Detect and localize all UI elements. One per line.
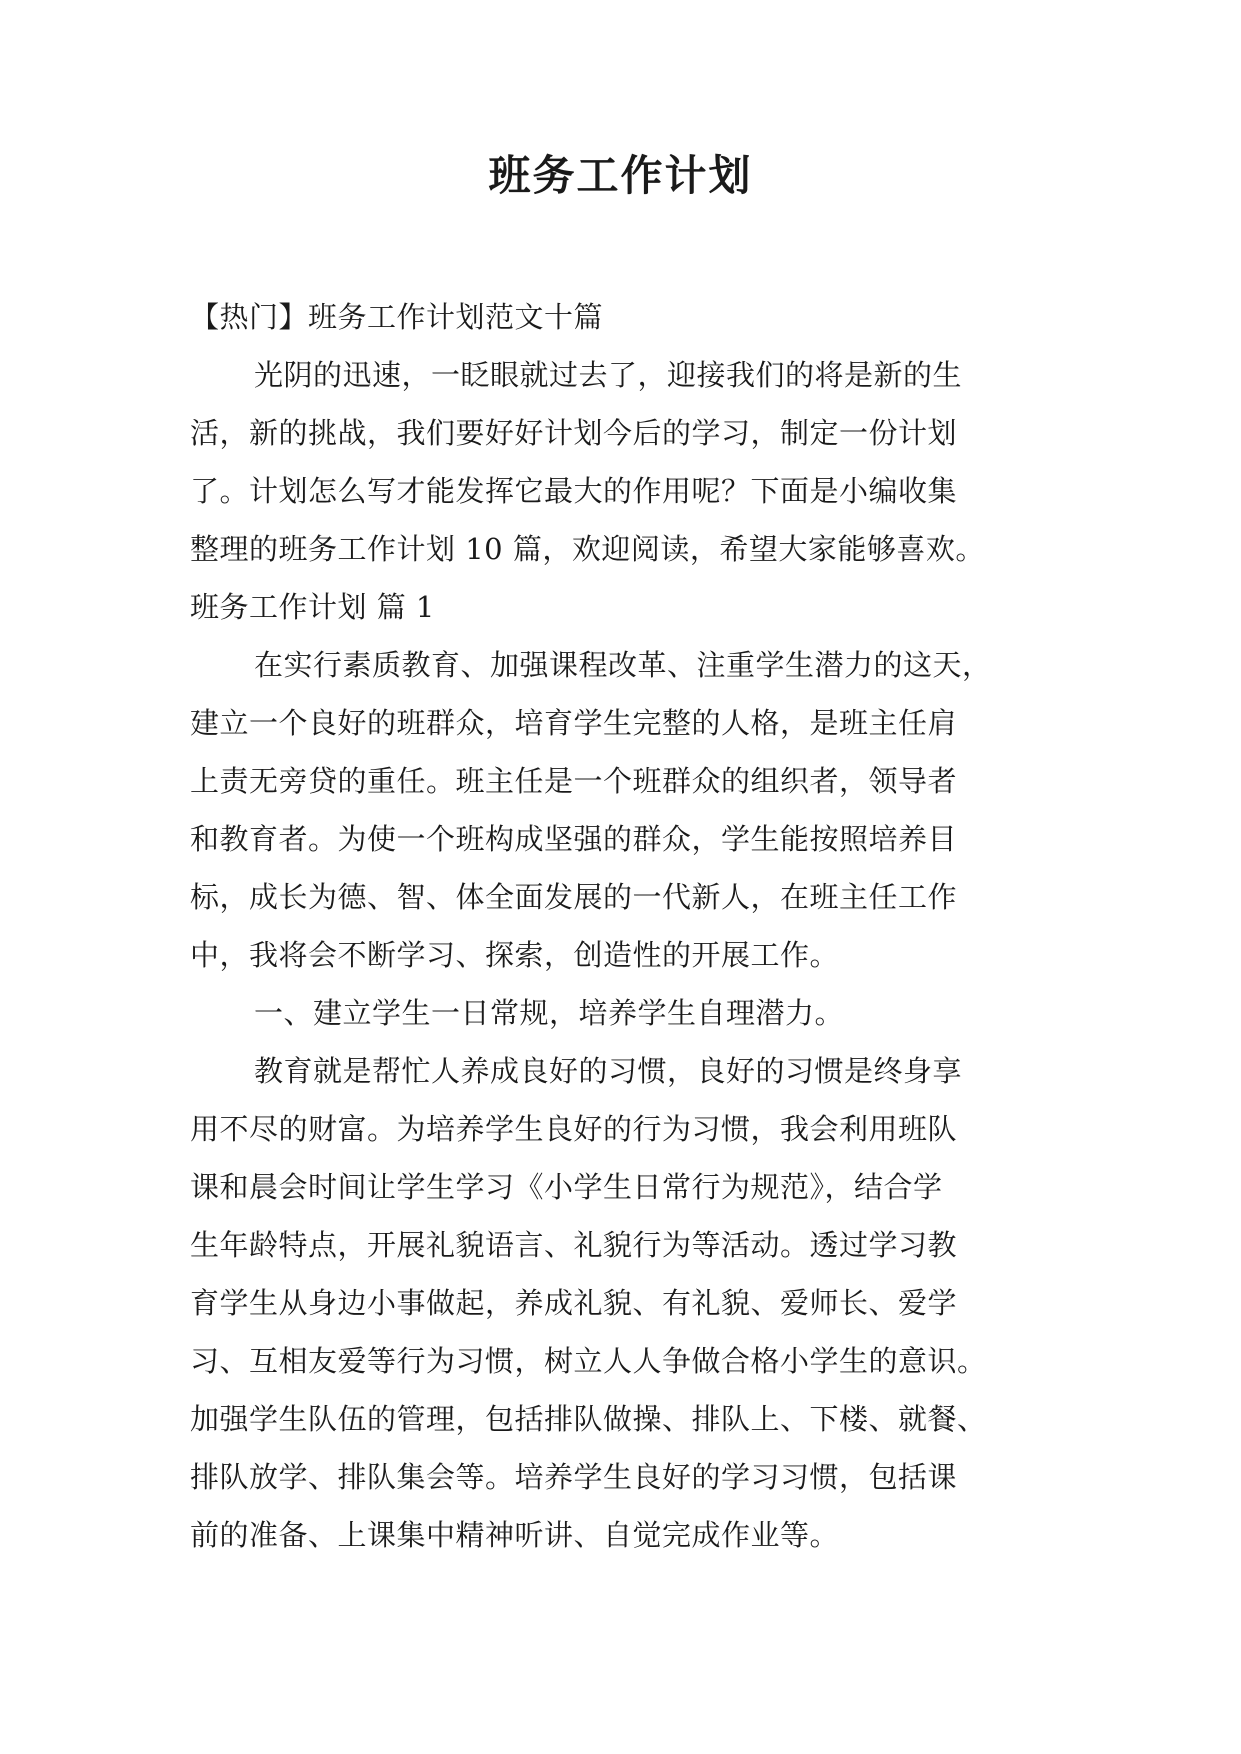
text-line: 加强学生队伍的管理，包括排队做操、排队上、下楼、就餐、 [190,1402,987,1436]
text-line: 用不尽的财富。为培养学生良好的行为习惯，我会利用班队 [190,1112,958,1146]
text-line: 【热门】班务工作计划范文十篇 [190,300,604,334]
text-line: 光阴的迅速，一眨眼就过去了，迎接我们的将是新的生 [254,358,963,392]
text-line: 前的准备、上课集中精神听讲、自觉完成作业等。 [190,1518,840,1552]
text-line: 活，新的挑战，我们要好好计划今后的学习，制定一份计划 [190,416,958,450]
text-line: 在实行素质教育、加强课程改革、注重学生潜力的这天， [254,648,992,682]
text-line: 教育就是帮忙人养成良好的习惯，良好的习惯是终身享 [254,1054,963,1088]
text-line: 整理的班务工作计划 10 篇，欢迎阅读，希望大家能够喜欢。 [190,532,985,566]
text-line: 课和晨会时间让学生学习《小学生日常行为规范》，结合学 [190,1170,943,1204]
text-line: 中，我将会不断学习、探索，创造性的开展工作。 [190,938,840,972]
text-line: 排队放学、排队集会等。培养学生良好的学习习惯，包括课 [190,1460,958,1494]
text-line: 上责无旁贷的重任。班主任是一个班群众的组织者，领导者 [190,764,958,798]
text-line: 一、建立学生一日常规，培养学生自理潜力。 [254,996,845,1030]
document-title: 班务工作计划 [488,151,753,200]
text-line: 和教育者。为使一个班构成坚强的群众，学生能按照培养目 [190,822,958,856]
text-line: 育学生从身边小事做起，养成礼貌、有礼貌、爱师长、爱学 [190,1286,958,1320]
text-line: 班务工作计划 篇 1 [190,590,435,624]
text-line: 建立一个良好的班群众，培育学生完整的人格，是班主任肩 [190,706,958,740]
document-body [190,288,1070,1564]
text-line: 标，成长为德、智、体全面发展的一代新人，在班主任工作 [190,880,958,914]
text-line: 习、互相友爱等行为习惯，树立人人争做合格小学生的意识。 [190,1344,987,1378]
text-line: 生年龄特点，开展礼貌语言、礼貌行为等活动。透过学习教 [190,1228,958,1262]
text-line: 了。计划怎么写才能发挥它最大的作用呢？下面是小编收集 [190,474,958,508]
